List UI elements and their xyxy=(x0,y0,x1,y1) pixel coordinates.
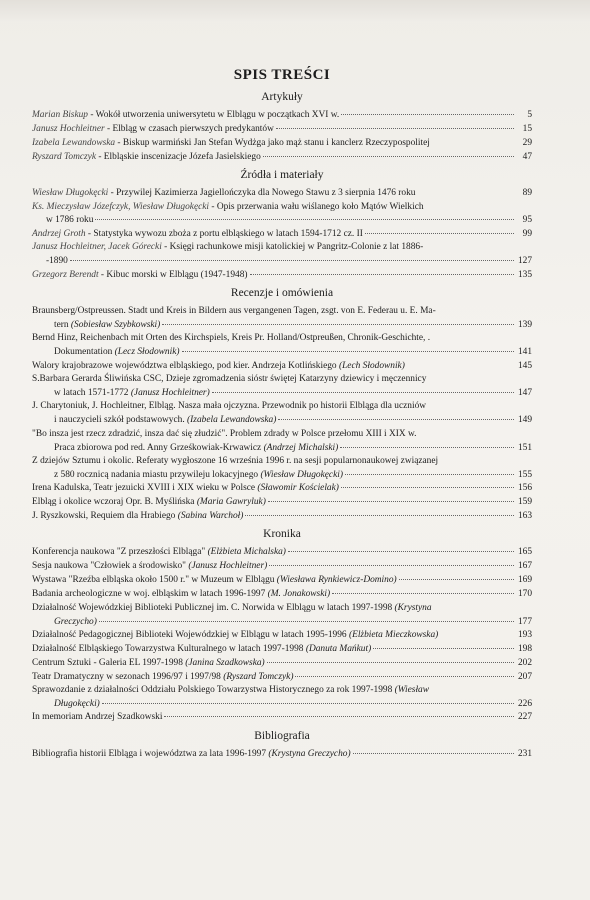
toc-entry[interactable] xyxy=(32,428,532,455)
entry-reviewer: (Sobiesław Szybkowski) xyxy=(70,319,161,330)
toc-entry[interactable] xyxy=(32,373,532,400)
toc-entry[interactable] xyxy=(32,400,532,427)
toc-entry[interactable] xyxy=(32,711,532,724)
dot-leader xyxy=(268,501,514,502)
entry-page: 141 xyxy=(517,347,532,358)
entry-reviewer-cont: Długokęcki) xyxy=(54,698,100,709)
entry-page: 15 xyxy=(522,123,532,134)
toc-entry[interactable] xyxy=(32,546,532,559)
entry-title: - Statystyka wywozu zboża z portu elbląskiego w latach 1594-1712 cz. II xyxy=(85,228,363,239)
entry-page: 135 xyxy=(517,269,532,280)
toc-entry[interactable] xyxy=(32,588,532,601)
entry-page: 202 xyxy=(517,657,532,668)
entry-author: Andrzej Groth xyxy=(32,228,86,239)
entry-title: Działalność Elbląskiego Towarzystwa Kulturalnego w latach 1997-1998 xyxy=(32,643,306,654)
dot-leader xyxy=(341,114,514,115)
page-title: SPIS TREŚCI xyxy=(233,67,331,83)
dot-leader xyxy=(250,274,514,275)
section-recenzje xyxy=(32,305,532,524)
entry-title: - Elbląg w czasach pierwszych predykantów xyxy=(104,123,274,134)
entry-reviewer: (Krystyna Greczycho) xyxy=(268,748,351,759)
toc-entry[interactable] xyxy=(32,305,532,332)
entry-title-cont: w 1786 roku xyxy=(46,215,94,226)
toc-entry[interactable] xyxy=(32,455,532,482)
entry-title: Bibliografia historii Elbląga i województwa za lata 1996-1997 xyxy=(32,748,269,759)
entry-author: Izabela Lewandowska xyxy=(32,137,116,148)
scan-edge-shadow xyxy=(0,0,590,22)
entry-reviewer: (Sławomir Kościelak) xyxy=(257,483,339,494)
entry-title-cont: w latach 1571-1772 xyxy=(54,387,131,398)
entry-title-cont: tern xyxy=(54,319,71,330)
toc-entry[interactable] xyxy=(32,269,532,282)
entry-page: 207 xyxy=(517,671,532,682)
entry-title: - Biskup warmiński Jan Stefan Wydżga jako mąż stanu i kanclerz Rzeczypospolitej xyxy=(115,137,430,148)
entry-title-cont: z 580 rocznicą nadania miastu przywileju lokacyjnego xyxy=(54,469,261,480)
section-heading-kronika: Kronika xyxy=(263,528,301,541)
entry-title: Sprawozdanie z działalności Oddziału Polskiego Towarzystwa Historycznego za rok 1997-1998 xyxy=(32,685,395,696)
entry-title: Walory krajobrazowe województwa elbląskiego, pod kier. Andrzeja Kotlińskiego xyxy=(32,360,339,371)
entry-page: 159 xyxy=(517,497,532,508)
entry-title: Działalność Wojewódzkiej Biblioteki Publicznej im. C. Norwida w Elblągu w latach 1997-1998 xyxy=(32,602,395,613)
toc-entry[interactable] xyxy=(32,748,532,761)
dot-leader xyxy=(345,474,514,475)
entry-reviewer-cont: Greczycho) xyxy=(54,616,97,627)
entry-page: 99 xyxy=(522,228,532,239)
entry-title: J. Charytoniuk, J. Hochleitner, Elbląg. Nasza mała ojczyzna. Przewodnik po historii Elbląga dla uczniów xyxy=(32,401,427,412)
entry-reviewer: (Ryszard Tomczyk) xyxy=(223,671,294,682)
entry-page: 165 xyxy=(517,547,532,558)
toc-entry[interactable] xyxy=(32,602,532,629)
entry-page: 151 xyxy=(517,442,532,453)
entry-title: Centrum Sztuki - Galeria EL 1997-1998 xyxy=(32,657,186,668)
entry-reviewer: (Danuta Mańkut) xyxy=(305,643,372,654)
toc-entry[interactable] xyxy=(32,560,532,573)
entry-page: 163 xyxy=(517,511,532,522)
entry-reviewer: (Krystyna xyxy=(394,602,432,613)
entry-page: 169 xyxy=(517,575,532,586)
entry-reviewer: (Janusz Hochleitner) xyxy=(188,561,268,572)
toc-entry[interactable] xyxy=(32,228,532,241)
section-zrodla xyxy=(32,187,532,282)
section-heading-bibliografia: Bibliografia xyxy=(254,729,310,742)
entry-title: "Bo insza jest rzecz zdradzić, insza dać się złudzić". Problem zdrady w Polsce przełomu XIII i XIX w. xyxy=(32,428,417,439)
toc-entry[interactable] xyxy=(32,241,532,268)
entry-page: 193 xyxy=(517,629,532,640)
section-kronika xyxy=(32,546,532,724)
toc-entry[interactable] xyxy=(32,123,532,136)
dot-leader xyxy=(341,487,514,488)
entry-author: Janusz Hochleitner, Jacek Górecki xyxy=(32,242,162,253)
entry-page: 177 xyxy=(517,616,532,627)
toc-entry[interactable] xyxy=(32,201,532,228)
entry-title: - Księgi rachunkowe misji katolickiej w Pangritz-Colonie z lat 1886- xyxy=(161,242,424,253)
entry-title: - Kibuc morski w Elblągu (1947-1948) xyxy=(98,269,248,280)
toc-entry[interactable] xyxy=(32,151,532,164)
entry-reviewer: (Maria Gawryluk) xyxy=(196,497,266,508)
section-bibliografia xyxy=(32,748,532,761)
entry-title: Działalność Pedagogicznej Biblioteki Wojewódzkiej w Elblągu w latach 1995-1996 xyxy=(32,629,349,640)
entry-reviewer: (Sabina Warchoł) xyxy=(177,511,244,522)
entry-reviewer: (Elżbieta Michalska) xyxy=(207,547,286,558)
entry-author: Grzegorz Berendt xyxy=(32,269,99,280)
entry-author: Ryszard Tomczyk xyxy=(32,151,96,162)
entry-page: 198 xyxy=(517,643,532,654)
entry-page: 226 xyxy=(517,698,532,709)
dot-leader xyxy=(340,447,514,448)
entry-title: Wystawa "Rzeźba elbląska około 1500 r." w Muzeum w Elblągu xyxy=(32,575,277,586)
section-artykuly xyxy=(32,109,532,164)
entry-author: Wiesław Długokęcki xyxy=(32,188,109,199)
entry-author: Marian Biskup xyxy=(32,110,88,120)
entry-author: Janusz Hochleitner xyxy=(32,123,105,134)
entry-reviewer: (M. Jonakowski) xyxy=(267,589,331,600)
toc-entry[interactable] xyxy=(32,657,532,670)
dot-leader xyxy=(95,219,514,220)
entry-title: In memoriam Andrzej Szadkowski xyxy=(32,712,163,723)
dot-leader xyxy=(288,551,514,552)
section-heading-zrodla: Źródła i materiały xyxy=(240,169,324,182)
entry-title: - Opis przerwania wału wiślanego koło Mątów Wielkich xyxy=(209,201,424,212)
entry-title: J. Ryszkowski, Requiem dla Hrabiego xyxy=(32,511,178,522)
entry-title: Elbląg i okolice wczoraj Opr. B. Myślińska xyxy=(32,497,197,508)
entry-title-cont: Dokumentation xyxy=(54,347,115,358)
toc-entry[interactable] xyxy=(32,137,532,150)
dot-leader xyxy=(399,579,514,580)
entry-page: 139 xyxy=(517,319,532,330)
entry-title: - Przywilej Kazimierza Jagiellończyka dla Nowego Stawu z 3 sierpnia 1476 roku xyxy=(108,188,416,199)
dot-leader xyxy=(102,703,514,704)
entry-page: 29 xyxy=(522,137,532,148)
entry-page: 127 xyxy=(517,256,532,267)
dot-leader xyxy=(373,648,514,649)
entry-reviewer: (Wiesława Rynkiewicz-Domino) xyxy=(276,575,397,586)
dot-leader xyxy=(212,392,514,393)
entry-page: 227 xyxy=(517,712,532,723)
dot-leader xyxy=(164,716,514,717)
dot-leader xyxy=(245,515,514,516)
table-of-contents xyxy=(32,66,532,761)
toc-entry[interactable] xyxy=(32,671,532,684)
entry-page: 231 xyxy=(517,748,532,759)
toc-entry[interactable] xyxy=(32,332,532,359)
entry-title: Badania archeologiczne w woj. elbląskim w latach 1996-1997 xyxy=(32,589,268,600)
entry-reviewer: (Janusz Hochleitner) xyxy=(130,387,210,398)
entry-page: 147 xyxy=(517,387,532,398)
entry-page: 170 xyxy=(517,589,532,600)
toc-entry[interactable] xyxy=(32,187,532,200)
toc-entry[interactable] xyxy=(32,109,532,122)
entry-reviewer: (Izabela Lewandowska) xyxy=(187,415,277,426)
toc-entry[interactable] xyxy=(32,684,532,711)
toc-entry[interactable] xyxy=(32,482,532,495)
entry-title: Braunsberg/Ostpreussen. Stadt und Kreis in Bildern aus vergangenen Tagen, zsgt. von E. Federau u. E. Ma- xyxy=(32,305,436,316)
entry-page: 167 xyxy=(517,561,532,572)
dot-leader xyxy=(269,565,514,566)
entry-page: 47 xyxy=(522,151,532,162)
toc-entry[interactable] xyxy=(32,629,532,642)
dot-leader xyxy=(267,662,514,663)
entry-title: Konferencja naukowa "Z przeszłości Elbląga" xyxy=(32,547,208,558)
entry-reviewer: (Wiesław Długokęcki) xyxy=(260,469,343,480)
entry-reviewer: (Wiesław xyxy=(394,685,429,696)
entry-page: 89 xyxy=(522,188,532,199)
dot-leader xyxy=(70,260,514,261)
dot-leader xyxy=(276,128,514,129)
dot-leader xyxy=(162,324,514,325)
entry-page: 155 xyxy=(517,469,532,480)
dot-leader xyxy=(365,233,514,234)
entry-title: S.Barbara Gerarda Śliwińska CSC, Dzieje zgromadzenia sióstr świętej Katarzyny dziewicy i męczennicy xyxy=(32,374,427,384)
entry-title: Z dziejów Sztumu i okolic. Referaty wygłoszone 16 września 1996 r. na sesji popularnonaukowej związanej xyxy=(32,455,439,466)
dot-leader xyxy=(99,621,514,622)
entry-page: 145 xyxy=(517,360,532,371)
entry-title: Irena Kadulska, Teatr jezuicki XVIII i XIX wieku w Polsce xyxy=(32,483,258,494)
entry-title: Sesja naukowa "Człowiek a środowisko" xyxy=(32,561,189,572)
entry-title: Bernd Hinz, Reichenbach mit Orten des Kirchspiels, Kreis Pr. Holland/Ostpreußen, Chronik-Geschichte, . xyxy=(32,333,431,344)
entry-title: - Wokół utworzenia uniwersytetu w Elblągu w początkach XVI w. xyxy=(88,110,340,120)
entry-page: 149 xyxy=(517,415,532,426)
dot-leader xyxy=(263,156,514,157)
entry-title-cont: Praca zbiorowa pod red. Anny Grześkowiak-Krwawicz xyxy=(54,442,264,453)
entry-author: Ks. Mieczysław Józefczyk, Wiesław Długokęcki xyxy=(32,201,210,212)
entry-reviewer: (Lech Słodownik) xyxy=(338,360,405,371)
entry-title: Teatr Dramatyczny w sezonach 1996/97 i 1997/98 xyxy=(32,671,224,682)
entry-reviewer: (Andrzej Michalski) xyxy=(263,442,339,453)
dot-leader xyxy=(295,676,514,677)
entry-title: - Elbląskie inscenizacje Józefa Jasielskiego xyxy=(95,151,261,162)
toc-entry[interactable] xyxy=(32,643,532,656)
entry-reviewer: (Elżbieta Mieczkowska) xyxy=(348,629,439,640)
toc-entry[interactable] xyxy=(32,574,532,587)
entry-title-cont: i nauczycieli szkół podstawowych. xyxy=(54,415,188,426)
dot-leader xyxy=(278,419,514,420)
entry-page: 95 xyxy=(522,215,532,226)
section-heading-recenzje: Recenzje i omówienia xyxy=(230,286,334,299)
toc-entry[interactable] xyxy=(32,360,532,373)
section-heading-artykuly: Artykuły xyxy=(261,91,303,103)
toc-entry[interactable] xyxy=(32,496,532,509)
entry-page: 156 xyxy=(517,483,532,494)
toc-entry[interactable] xyxy=(32,510,532,523)
entry-reviewer: (Janina Szadkowska) xyxy=(185,657,265,668)
dot-leader xyxy=(182,351,514,352)
entry-page: 5 xyxy=(527,110,532,120)
dot-leader xyxy=(353,753,514,754)
entry-title-cont: -1890 xyxy=(46,256,68,267)
dot-leader xyxy=(332,593,514,594)
entry-reviewer: (Lecz Słodownik) xyxy=(114,347,180,358)
